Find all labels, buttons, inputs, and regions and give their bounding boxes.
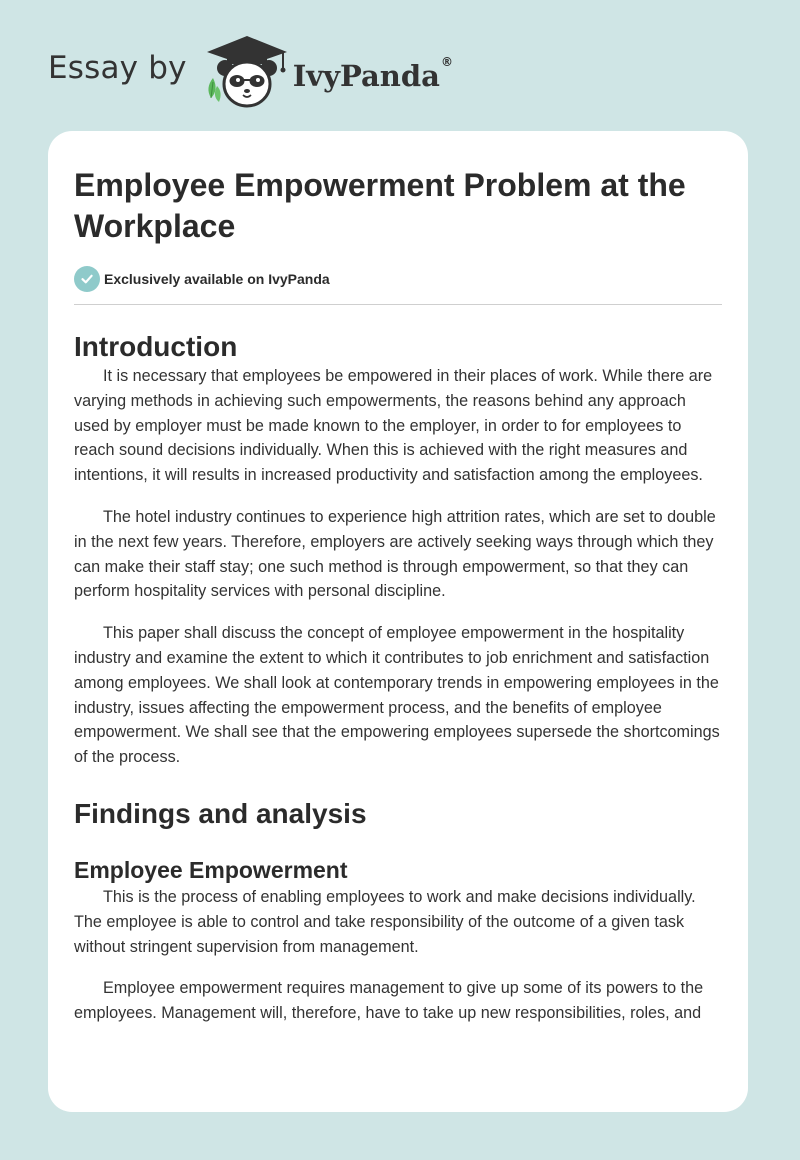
brand-header[interactable] — [48, 34, 453, 110]
brand-prefix: Essay by — [48, 50, 187, 86]
introduction-paragraph: The hotel industry continues to experience high attrition rates, which are set to double in the next few years. Therefore, employers are actively seeking ways through which they can make their staff stay; one such method is through empowerment, so that they can perform hospitality services with personal discipline. — [74, 507, 716, 601]
registered-mark: ® — [440, 55, 453, 69]
introduction-paragraph: This paper shall discuss the concept of employee empowerment in the hospitality industry and examine the extent to which it contributes to job enrichment and satisfaction among employees. We shall look at contemporary trends in empowering employees in the industry, issues affecting the empowerment process, and the benefits of employee empowerment. We shall see that the empowering employees supersede the shortcomings of the process. — [74, 624, 720, 767]
essay-content — [74, 165, 722, 1026]
introduction-paragraph: It is necessary that employees be empowered in their places of work. While there are varying methods in achieving such empowerments, the reasons behind any approach used by employer must be made known to the employer, in order to for employees to reach sound decisions individually. When this is achieved with the right measures and intentions, it will results in increased productivity and satisfaction among the employees. — [74, 367, 713, 485]
employee-empowerment-heading: Employee Empowerment — [74, 856, 348, 883]
empowerment-paragraph: This is the process of enabling employees to work and make decisions individually. The employee is able to control and take responsibility of the outcome of a given task without stringent supervision from management. — [74, 887, 696, 956]
essay-title: Employee Empowerment Problem at the Workplace — [74, 167, 686, 244]
introduction-heading: Introduction — [74, 331, 238, 362]
essay-card — [48, 131, 748, 1112]
check-icon — [74, 266, 100, 292]
findings-heading: Findings and analysis — [74, 797, 367, 829]
empowerment-paragraph: Employee empowerment requires management to give up some of its powers to the employees. Management will, therefore, have to take up new responsibilities, roles, and — [74, 979, 704, 1023]
exclusive-label: Exclusively available on IvyPanda — [104, 271, 330, 287]
brand-name: IvyPanda® — [292, 55, 453, 93]
title-divider — [74, 304, 722, 305]
exclusive-badge — [74, 266, 722, 292]
panda-graduate-icon — [203, 34, 291, 110]
